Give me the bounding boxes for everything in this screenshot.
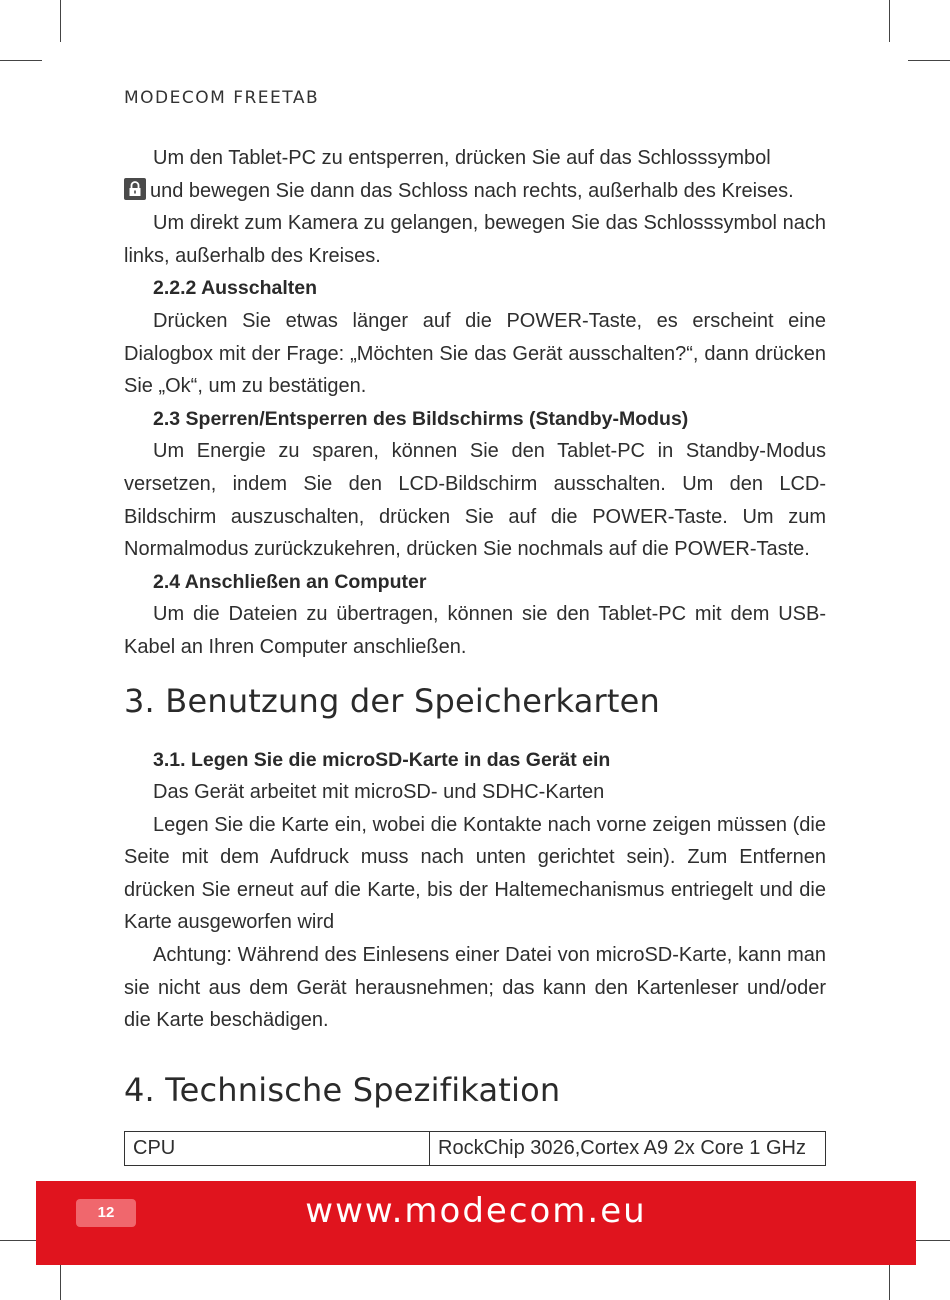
spec-key: CPU: [125, 1131, 430, 1165]
unlock-paragraph-2: Um direkt zum Kamera zu gelangen, bewegen Sie das Schlosssymbol nach links, außerhalb des Kreises.: [124, 212, 826, 267]
heading-2-2-2: 2.2.2 Ausschalten: [153, 277, 318, 300]
crop-mark-top-right-v: [889, 0, 890, 42]
unlock-line-1: Um den Tablet-PC zu entsperren, drücken Sie auf das Schlosssymbol: [153, 147, 771, 169]
unlock-line-2: und bewegen Sie dann das Schloss nach rechts, außerhalb des Kreises.: [150, 179, 794, 202]
text-3-1-c: Achtung: Während des Einlesens einer Datei von microSD-Karte, kann man sie nicht aus dem Gerät herausnehmen; das kann den Kartenleser und/oder die Karte beschädigen.: [124, 944, 826, 1032]
text-2-3: Um Energie zu sparen, können Sie den Tablet-PC in Standby-Modus versetzen, indem Sie den LCD-Bildschirm ausschalten. Um den LCD-Bildschirm auszuschalten, drücken Sie auf die POWER-Taste. Um zum Normalmodus zurückzukehren, drücken Sie nochmals auf die POWER-Taste.: [124, 440, 826, 561]
footer-bar: [36, 1181, 916, 1265]
text-2-2-2: Drücken Sie etwas länger auf die POWER-Taste, es erscheint eine Dialogbox mit der Frage: „Möchten Sie das Gerät ausschalten?“, dann drücken Sie „Ok“, um zu bestätigen.: [124, 309, 826, 398]
crop-mark-top-left-v: [60, 0, 61, 42]
page-number: 12: [76, 1199, 136, 1227]
header-brand: MODECOM FREETAB: [124, 88, 320, 108]
spec-value: RockChip 3026,Cortex A9 2x Core 1 GHz: [430, 1131, 826, 1165]
text-3-1-a: Das Gerät arbeitet mit microSD- und SDHC-Karten: [153, 781, 605, 804]
crop-mark-top-right-h: [908, 60, 950, 61]
heading-section-3: 3. Benutzung der Speicherkarten: [124, 681, 660, 720]
text-2-4: Um die Dateien zu übertragen, können sie den Tablet-PC mit dem USB-Kabel an Ihren Computer anschließen.: [124, 603, 826, 658]
heading-section-4: 4. Technische Spezifikation: [124, 1070, 561, 1109]
table-row: [125, 1131, 826, 1165]
spec-table: [124, 1131, 826, 1166]
heading-2-3: 2.3 Sperren/Entsperren des Bildschirms (Standby-Modus): [153, 407, 689, 430]
footer-url: www.modecom.eu: [305, 1191, 647, 1231]
page-content: [124, 142, 826, 1166]
lock-icon: [124, 178, 146, 200]
heading-3-1: 3.1. Legen Sie die microSD-Karte in das Gerät ein: [153, 748, 611, 771]
crop-mark-top-left-h: [0, 60, 42, 61]
heading-2-4: 2.4 Anschließen an Computer: [153, 570, 427, 593]
unlock-line-2-wrap: [124, 175, 826, 208]
text-3-1-b: Legen Sie die Karte ein, wobei die Kontakte nach vorne zeigen müssen (die Seite mit dem Aufdruck muss nach unten gerichtet sein). Zum Entfernen drücken Sie erneut auf die Karte, bis der Haltemechanismus entriegelt und die Karte ausgeworfen wird: [124, 813, 826, 934]
